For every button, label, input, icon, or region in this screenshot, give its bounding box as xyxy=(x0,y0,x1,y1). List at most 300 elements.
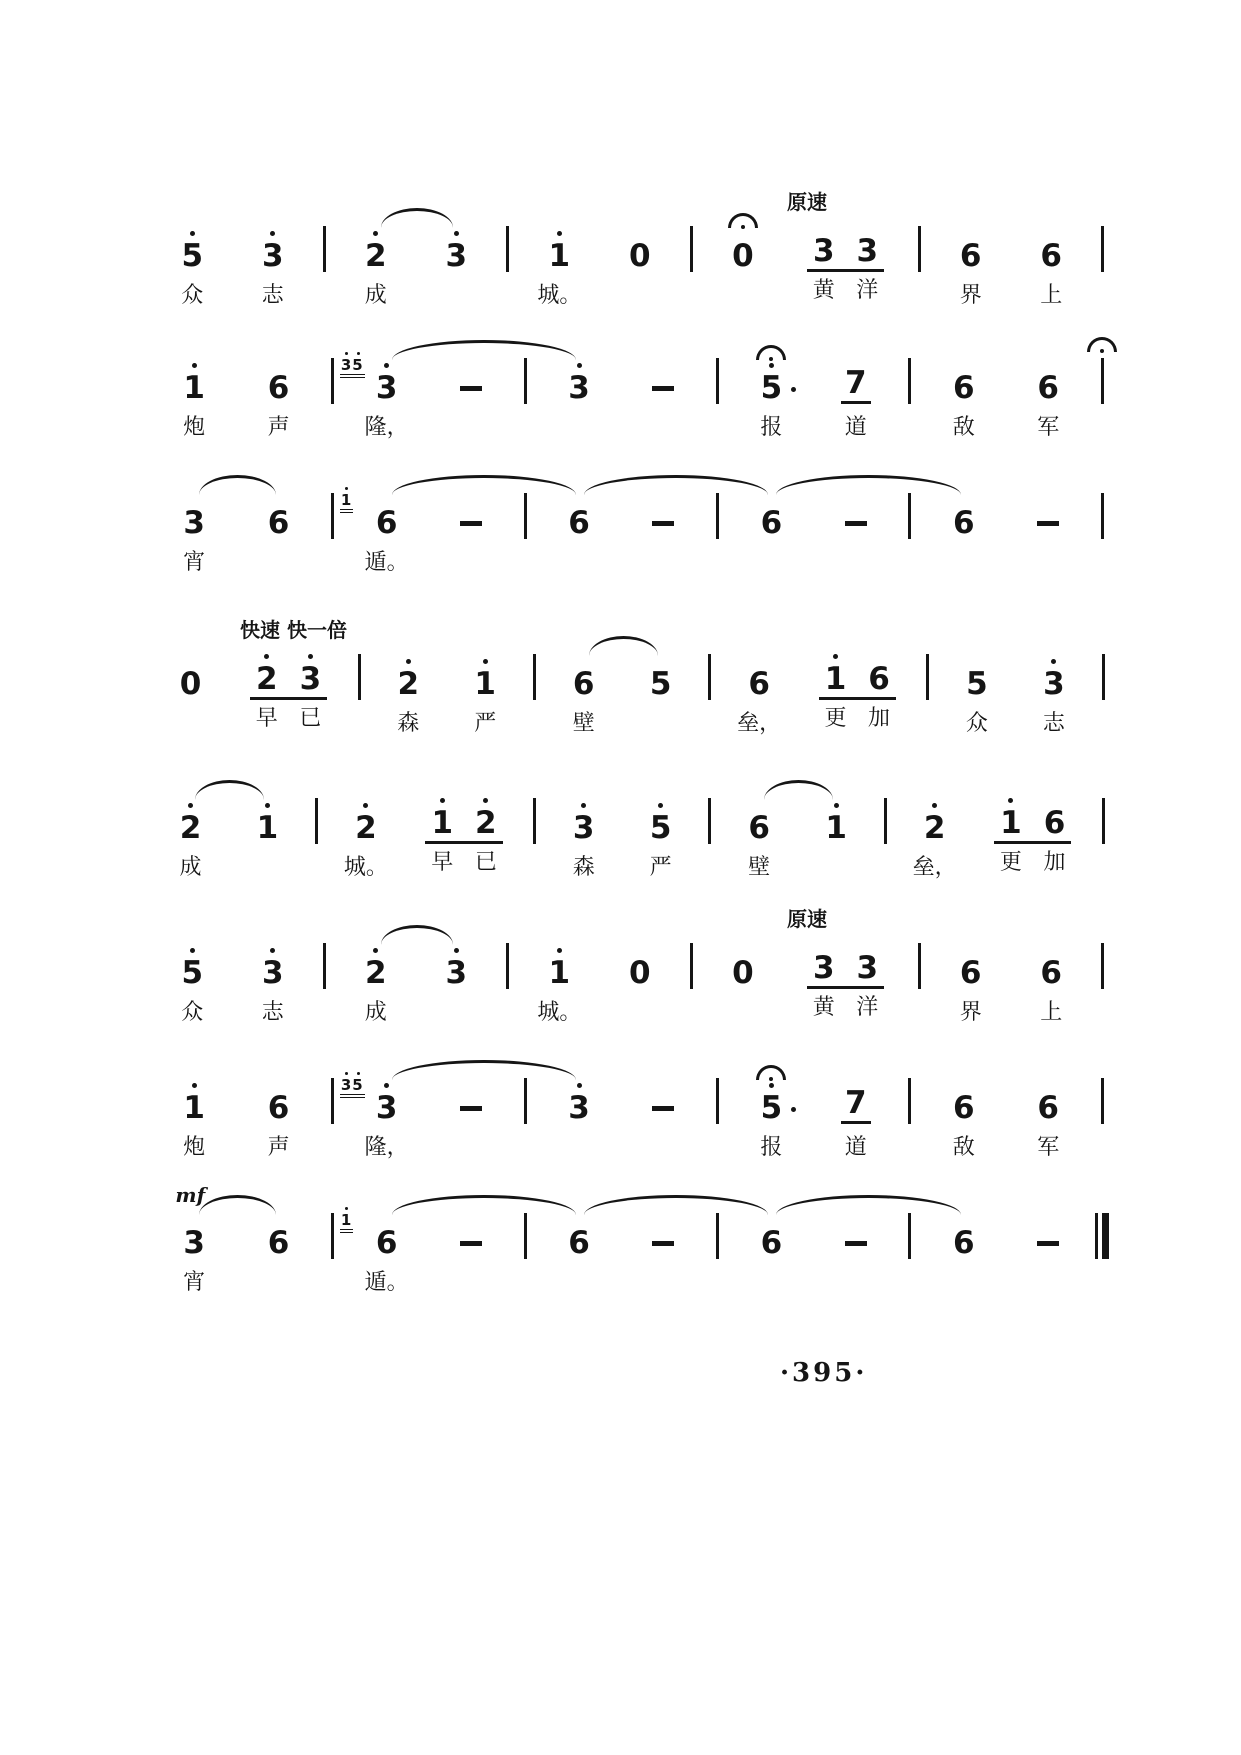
grace-octave-dot xyxy=(357,352,360,355)
beamed-note-group xyxy=(798,636,917,731)
note-glyph-wrap xyxy=(761,372,783,404)
note-digit: 3 xyxy=(183,1225,205,1261)
barline xyxy=(497,208,520,272)
note xyxy=(953,498,975,539)
lyric-syllable: 炮 xyxy=(183,415,206,440)
note-cell xyxy=(233,208,314,308)
note-digit: 3 xyxy=(261,955,284,991)
note-digit: 1 xyxy=(825,810,847,846)
lyric-syllable: 炮 xyxy=(183,1135,206,1160)
note-digit: 1 xyxy=(548,238,571,274)
lyric-syllable: 上 xyxy=(1040,1000,1063,1025)
note xyxy=(431,798,454,875)
note-digit: 0 xyxy=(179,666,202,702)
grace-octave-dot xyxy=(345,487,348,490)
lyric-syllable: 众 xyxy=(965,711,988,736)
barline-mark xyxy=(1101,943,1104,989)
note xyxy=(748,803,771,880)
music-system xyxy=(152,1165,1114,1295)
note-glyph-wrap xyxy=(761,507,783,539)
note-glyph-wrap xyxy=(183,507,205,539)
octave-dot xyxy=(270,231,275,236)
fermata-symbol xyxy=(756,1065,786,1080)
note xyxy=(268,1218,290,1259)
octave-dot xyxy=(190,231,195,236)
lyric-syllable: 城。 xyxy=(343,855,388,880)
beam-underline-group xyxy=(807,226,884,303)
note-cell xyxy=(1011,208,1092,308)
note-digit: 6 xyxy=(568,505,590,541)
note-glyph-wrap xyxy=(868,663,890,695)
dynamic-marking: mf xyxy=(175,1183,206,1207)
note-glyph-wrap xyxy=(268,1092,290,1124)
barline xyxy=(875,780,897,844)
barline-mark xyxy=(926,654,929,700)
octave-dot xyxy=(406,659,411,664)
barline-mark xyxy=(323,226,326,272)
barline xyxy=(1091,208,1114,272)
note-digit: 3 xyxy=(568,1090,590,1126)
note-glyph-wrap xyxy=(650,812,672,844)
note-cell xyxy=(930,925,1011,1025)
note xyxy=(1037,1083,1060,1160)
barline-mark xyxy=(908,1213,911,1259)
note-glyph-wrap xyxy=(256,663,278,695)
note-glyph-wrap xyxy=(549,957,571,989)
note-glyph-wrap xyxy=(629,240,651,272)
octave-dot xyxy=(373,231,378,236)
lyric-syllable: 遁。 xyxy=(364,1270,409,1295)
grace-octave-dot xyxy=(345,352,348,355)
note-cell xyxy=(233,925,314,1025)
note xyxy=(340,1211,409,1295)
octave-dot xyxy=(264,654,269,659)
barline xyxy=(680,925,703,989)
note xyxy=(340,356,409,440)
note-digit: 2 xyxy=(256,661,278,697)
duration-dash xyxy=(652,521,674,526)
note-cell xyxy=(545,780,622,880)
note-digit: 5 xyxy=(181,238,204,274)
note-glyph-wrap xyxy=(857,235,879,267)
lyric-syllable: 声 xyxy=(267,1135,290,1160)
barline-mark xyxy=(908,493,911,539)
octave-dot xyxy=(557,948,562,953)
note-digit: 3 xyxy=(375,370,398,406)
octave-dot xyxy=(384,1083,389,1088)
note-glyph-wrap xyxy=(1043,668,1065,700)
lyric-syllable: 壁 xyxy=(748,855,771,880)
barline-mark xyxy=(708,654,711,700)
lyric-syllable: 军 xyxy=(1037,1135,1060,1160)
tempo-marking: 原速 xyxy=(786,190,827,214)
note-glyph-wrap xyxy=(183,1227,205,1259)
duration-dash-cell xyxy=(621,340,705,404)
lyric-syllable: 志 xyxy=(1042,711,1065,736)
note xyxy=(446,231,468,272)
note-glyph-wrap xyxy=(300,663,322,695)
barline-thick xyxy=(1102,1213,1109,1259)
duration-dash xyxy=(1037,1241,1059,1246)
grace-digits: 1 xyxy=(340,493,353,513)
octave-dot xyxy=(833,654,838,659)
beam-underline-group xyxy=(994,798,1071,875)
lyric-syllable: 黄 xyxy=(812,278,835,303)
note-digit: 6 xyxy=(568,1225,590,1261)
tempo-marking: 快速 快一倍 xyxy=(240,618,347,642)
note-digit: 1 xyxy=(183,1090,205,1126)
barline-mark xyxy=(690,943,693,989)
octave-dot xyxy=(192,1083,197,1088)
note-glyph-wrap xyxy=(1044,807,1066,839)
note-glyph-wrap xyxy=(1000,807,1022,839)
note-digit: 6 xyxy=(959,238,982,274)
lyric-syllable: 宵 xyxy=(183,550,206,575)
note xyxy=(261,231,284,308)
note-cell xyxy=(600,925,681,989)
note-digit: 6 xyxy=(953,1225,975,1261)
beamed-note-group xyxy=(404,780,523,875)
barline xyxy=(699,780,721,844)
lyric-syllable: 垒， xyxy=(912,855,957,880)
duration-dash xyxy=(460,1241,482,1246)
lyric-syllable: 志 xyxy=(261,283,284,308)
note-row xyxy=(152,1195,1114,1295)
note-digit: 6 xyxy=(267,1225,290,1261)
octave-dot xyxy=(190,948,195,953)
duration-dash-cell xyxy=(1006,1195,1090,1259)
note-digit: 6 xyxy=(953,370,975,406)
note-digit: 2 xyxy=(355,810,377,846)
barline xyxy=(908,208,931,272)
note-glyph-wrap xyxy=(262,240,284,272)
note-row xyxy=(152,780,1114,880)
barline-mark xyxy=(533,654,536,700)
octave-dot xyxy=(454,231,459,236)
barline-mark xyxy=(716,1213,719,1259)
note-cell xyxy=(327,780,404,880)
note xyxy=(343,803,388,880)
note-digit: 5 xyxy=(760,1090,783,1126)
note-digit: 6 xyxy=(760,505,783,541)
note-digit: 2 xyxy=(397,666,420,702)
page-number: ·395· xyxy=(780,1358,868,1388)
note-glyph-wrap xyxy=(960,240,982,272)
final-barline-group xyxy=(1095,1213,1109,1259)
lyric-syllable: 加 xyxy=(1043,850,1066,875)
note-cell xyxy=(1006,340,1090,440)
music-system xyxy=(152,445,1114,575)
note-glyph-wrap xyxy=(1040,957,1062,989)
note xyxy=(912,803,957,880)
note-cell xyxy=(896,780,973,880)
note xyxy=(397,659,420,736)
note-digit: 1 xyxy=(1000,805,1022,841)
lyric-syllable: 加 xyxy=(868,706,891,731)
duration-dash xyxy=(460,521,482,526)
lyric-syllable: 敌 xyxy=(952,1135,975,1160)
note xyxy=(952,1083,975,1160)
note-glyph-wrap xyxy=(268,372,290,404)
barline-mark xyxy=(1102,798,1105,844)
octave-dot xyxy=(483,659,488,664)
lyric-syllable: 垒， xyxy=(737,711,782,736)
note-glyph-wrap xyxy=(953,507,975,539)
note-glyph-wrap xyxy=(825,663,847,695)
barline xyxy=(524,636,546,700)
note-digit: 6 xyxy=(760,1225,783,1261)
octave-dot xyxy=(658,803,663,808)
note xyxy=(761,498,783,539)
note xyxy=(183,1083,206,1160)
lyric-syllable: 严 xyxy=(474,711,497,736)
note-glyph-wrap xyxy=(262,957,284,989)
octave-dot xyxy=(557,231,562,236)
note-glyph-wrap xyxy=(573,812,595,844)
barline-mark xyxy=(331,493,334,539)
lyric-syllable: 报 xyxy=(760,1135,783,1160)
note-glyph-wrap xyxy=(966,668,988,700)
note-digit: 1 xyxy=(431,805,454,841)
beamed-note-group xyxy=(783,208,908,303)
barline-mark xyxy=(716,358,719,404)
grace-octave-dot xyxy=(345,1207,348,1210)
tempo-marking: 原速 xyxy=(786,907,827,931)
note-glyph-wrap xyxy=(365,957,387,989)
note xyxy=(953,1218,975,1259)
note xyxy=(261,948,284,1025)
octave-dot xyxy=(188,803,193,808)
note xyxy=(568,498,590,539)
note-digit: 3 xyxy=(183,505,205,541)
note-digit: 3 xyxy=(445,955,468,991)
note xyxy=(868,654,891,731)
note-glyph-wrap xyxy=(841,1087,871,1124)
note-glyph-wrap xyxy=(181,957,203,989)
note xyxy=(999,798,1022,875)
grace-digits: 1 xyxy=(340,1213,353,1233)
grace-octave-dot xyxy=(345,1072,348,1075)
note-glyph-wrap xyxy=(1037,1092,1059,1124)
lyric-syllable: 已 xyxy=(299,706,322,731)
octave-dot xyxy=(577,363,582,368)
note-row xyxy=(152,340,1114,440)
barline-mark xyxy=(716,493,719,539)
octave-dot xyxy=(834,803,839,808)
note xyxy=(1040,948,1063,1025)
note-digit: 6 xyxy=(1037,1090,1059,1126)
note-glyph-wrap xyxy=(748,668,770,700)
note-glyph-wrap xyxy=(813,952,835,984)
note-digit: 3 xyxy=(1043,666,1065,702)
note xyxy=(537,948,582,1025)
barline-mark xyxy=(331,1213,334,1259)
note-digit: 6 xyxy=(1037,370,1059,406)
note xyxy=(1040,231,1063,308)
note-cell xyxy=(814,340,898,440)
final-barline xyxy=(1090,1195,1114,1259)
note xyxy=(649,803,672,880)
barline xyxy=(1090,1060,1114,1124)
fermata-symbol xyxy=(756,345,786,360)
barline-mark xyxy=(918,226,921,272)
barline-mark xyxy=(1101,1078,1104,1124)
barline-mark xyxy=(524,1213,527,1259)
note-glyph-wrap xyxy=(446,957,468,989)
note-glyph-wrap xyxy=(732,240,754,272)
note xyxy=(180,659,202,700)
octave-dot xyxy=(1008,798,1013,803)
barline xyxy=(524,780,546,844)
note-digit: 6 xyxy=(1040,238,1062,274)
barline-mark xyxy=(1102,654,1105,700)
lyric-syllable: 隆， xyxy=(364,415,409,440)
lyric-syllable: 早 xyxy=(255,706,278,731)
note xyxy=(183,1218,206,1295)
note xyxy=(812,943,835,1020)
note-cell xyxy=(370,636,447,736)
note-glyph-wrap xyxy=(825,812,847,844)
note-digit: 0 xyxy=(732,238,754,274)
octave-dot xyxy=(308,654,313,659)
note xyxy=(812,226,835,303)
note-digit: 6 xyxy=(267,1090,290,1126)
barline xyxy=(908,925,931,989)
lyric-syllable: 森 xyxy=(572,855,595,880)
note xyxy=(340,1076,409,1160)
music-system xyxy=(152,1030,1114,1160)
beam-underline-group xyxy=(425,798,502,875)
lyric-syllable: 洋 xyxy=(856,995,879,1020)
note xyxy=(1042,659,1065,736)
note-glyph-wrap xyxy=(841,367,871,404)
duration-dash xyxy=(652,1241,674,1246)
fermata-symbol xyxy=(728,213,758,228)
note-glyph-wrap xyxy=(340,491,398,541)
note-digit: 6 xyxy=(953,1090,975,1126)
lyric-syllable: 城。 xyxy=(537,283,582,308)
duration-dash xyxy=(1037,521,1059,526)
lyric-syllable: 上 xyxy=(1040,283,1063,308)
barline-mark xyxy=(708,798,711,844)
note-digit: 5 xyxy=(760,370,783,406)
octave-dot xyxy=(192,363,197,368)
note-digit: 6 xyxy=(868,661,890,697)
note-cell xyxy=(447,636,524,736)
duration-dash xyxy=(460,386,482,391)
note-glyph-wrap xyxy=(953,372,975,404)
barline xyxy=(699,636,721,700)
note-cell xyxy=(152,1060,236,1160)
barline-mark xyxy=(533,798,536,844)
lyric-syllable: 成 xyxy=(364,283,387,308)
note-digit: 3 xyxy=(375,1090,398,1126)
note-cell xyxy=(922,1060,1006,1160)
note xyxy=(732,948,754,989)
barline xyxy=(1091,925,1114,989)
note-row xyxy=(152,208,1114,308)
barline xyxy=(306,780,328,844)
lyric-syllable: 更 xyxy=(824,706,847,731)
note-row xyxy=(152,636,1114,736)
barline-mark xyxy=(1101,226,1104,272)
barline-mark xyxy=(1101,358,1104,404)
note-glyph-wrap xyxy=(568,507,590,539)
note-cell xyxy=(1006,1060,1090,1160)
note xyxy=(841,1078,871,1160)
note-cell xyxy=(703,208,784,272)
note-digit: 2 xyxy=(179,810,202,846)
barline-mark xyxy=(884,798,887,844)
barline-mark xyxy=(1101,493,1104,539)
octave-dot xyxy=(932,803,937,808)
note-glyph-wrap xyxy=(629,957,651,989)
note-digit: 6 xyxy=(748,810,770,846)
note-glyph-wrap xyxy=(568,1092,590,1124)
lyric-syllable: 壁 xyxy=(572,711,595,736)
barline xyxy=(1092,636,1114,700)
note xyxy=(267,1083,290,1160)
octave-dot xyxy=(581,803,586,808)
duration-dash xyxy=(652,1106,674,1111)
note xyxy=(856,226,879,303)
note xyxy=(965,659,988,736)
music-system xyxy=(152,750,1114,880)
note-cell xyxy=(519,208,600,308)
note-cell xyxy=(721,636,798,736)
beamed-note-group xyxy=(973,780,1092,875)
note-glyph-wrap xyxy=(761,1092,783,1124)
barline-mark xyxy=(716,1078,719,1124)
note xyxy=(856,943,879,1020)
lyric-syllable: 声 xyxy=(267,415,290,440)
grace-notes xyxy=(340,352,365,378)
note xyxy=(267,363,290,440)
note-glyph-wrap xyxy=(340,356,398,406)
note-cell xyxy=(622,780,699,880)
note-digit: 3 xyxy=(261,238,284,274)
note-digit: 1 xyxy=(824,661,847,697)
note-digit: 6 xyxy=(375,1225,398,1261)
barline-mark xyxy=(908,358,911,404)
octave-dot xyxy=(577,1083,582,1088)
lyric-syllable: 遁。 xyxy=(364,550,409,575)
note-glyph-wrap xyxy=(857,952,879,984)
note-cell xyxy=(519,925,600,1025)
barline xyxy=(313,208,336,272)
augmentation-dot xyxy=(791,1107,796,1112)
note-glyph-wrap xyxy=(813,235,835,267)
note-glyph-wrap xyxy=(446,240,468,272)
note xyxy=(952,363,975,440)
note-digit: 1 xyxy=(548,955,571,991)
note xyxy=(474,798,497,875)
note-cell xyxy=(930,208,1011,308)
barline-mark xyxy=(524,1078,527,1124)
note-digit: 2 xyxy=(923,810,946,846)
octave-dot xyxy=(373,948,378,953)
note-digit: 6 xyxy=(267,505,290,541)
note-cell xyxy=(152,925,233,1025)
octave-dot xyxy=(265,803,270,808)
note xyxy=(183,363,206,440)
grace-octave-dot xyxy=(357,1072,360,1075)
note-glyph-wrap xyxy=(573,668,595,700)
note xyxy=(732,231,754,272)
note-digit: 1 xyxy=(183,370,205,406)
note-glyph-wrap xyxy=(268,1227,290,1259)
lyric-syllable: 界 xyxy=(959,283,982,308)
